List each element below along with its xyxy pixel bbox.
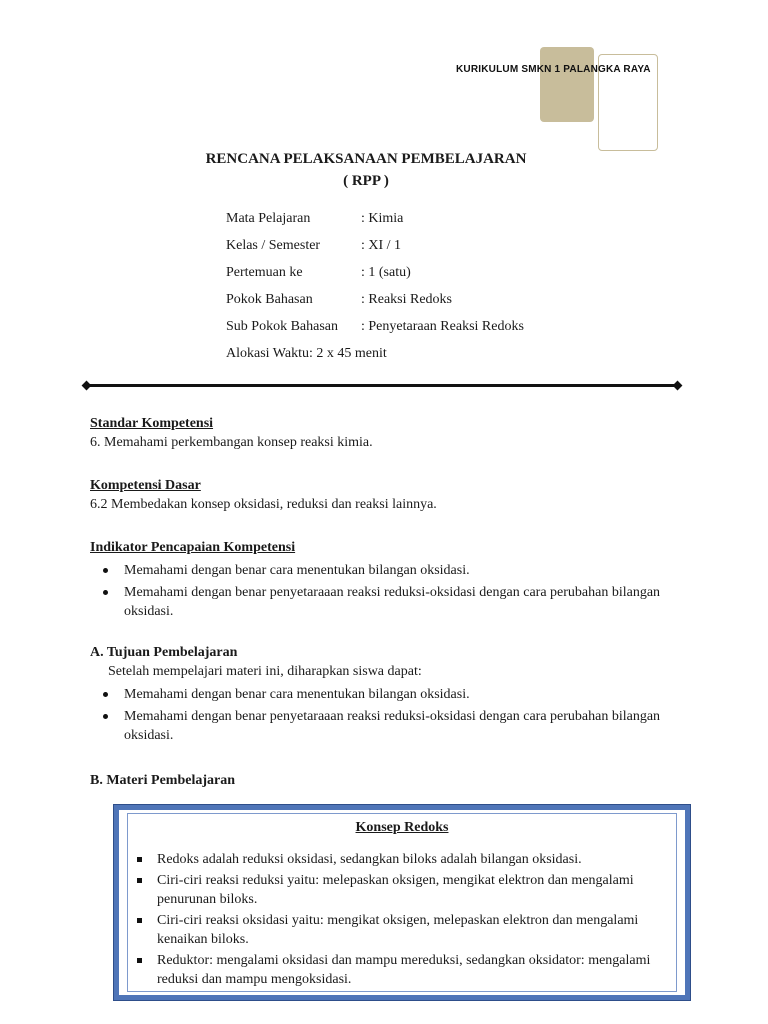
info-label: Pokok Bahasan [226,292,313,307]
decorative-tan-block [540,47,594,122]
kompetensi-heading: Kompetensi Dasar [90,478,201,493]
divider-right-diamond [673,381,683,391]
standar-section [90,414,373,452]
info-label: Kelas / Semester [226,238,321,253]
info-label: Pertemuan ke [226,265,303,280]
indikator-section [90,538,664,624]
tujuan-intro: Setelah mempelajari materi ini, diharapkan siswa dapat: [108,664,422,679]
info-label: Sub Pokok Bahasan [226,319,338,334]
info-row-subtopic [226,319,524,346]
tujuan-section [90,643,664,748]
document-subtitle: ( RPP ) [343,173,389,189]
info-value: : Reaksi Redoks [361,292,452,307]
info-row-topic [226,292,524,319]
info-label: Mata Pelajaran [226,211,311,226]
tujuan-list [90,685,664,745]
standar-heading: Standar Kompetensi [90,416,214,431]
info-row-subject [226,211,524,238]
standar-text: 6. Memahami perkembangan konsep reaksi kimia. [90,435,373,450]
concept-list [131,850,677,991]
info-value: : Penyetaraan Reaksi Redoks [361,319,524,334]
materi-heading: B. Materi Pembelajaran [90,773,236,788]
kompetensi-section [90,476,437,514]
kompetensi-text: 6.2 Membedakan konsep oksidasi, reduksi dan reaksi lainnya. [90,497,437,512]
info-value: : 1 (satu) [361,265,411,280]
header-curriculum-tag: KURIKULUM SMKN 1 PALANGKA RAYA [456,64,651,75]
divider-left-diamond [82,381,92,391]
list-item: Memahami dengan benar cara menentukan bilangan oksidasi. [90,685,664,704]
concept-box [114,805,690,1000]
indikator-list [90,561,664,621]
list-item: Ciri-ciri reaksi reduksi yaitu: melepaskan oksigen, mengikat elektron dan mengalami penurunan biloks. [131,871,677,910]
tujuan-heading: A. Tujuan Pembelajaran [90,645,238,660]
list-item: Reduktor: mengalami oksidasi dan mampu mereduksi, sedangkan oksidator: mengalami reduksi dan mampu mengoksidasi. [131,951,677,990]
list-item: Ciri-ciri reaksi oksidasi yaitu: mengikat oksigen, melepaskan elektron dan mengalami kenaikan biloks. [131,911,677,950]
info-table [226,211,524,373]
info-value: : Kimia [361,211,404,226]
list-item: Redoks adalah reduksi oksidasi, sedangkan biloks adalah bilangan oksidasi. [131,850,677,870]
document-title: RENCANA PELAKSANAAN PEMBELAJARAN [205,151,527,167]
info-row-meeting [226,265,524,292]
info-row-time [226,346,524,373]
indikator-heading: Indikator Pencapaian Kompetensi [90,540,296,555]
list-item: Memahami dengan benar cara menentukan bilangan oksidasi. [90,561,664,580]
list-item: Memahami dengan benar penyetaraaan reaksi reduksi-oksidasi dengan cara perubahan bilangan oksidasi. [90,583,664,621]
info-value: : XI / 1 [361,238,402,253]
list-item: Memahami dengan benar penyetaraaan reaksi reduksi-oksidasi dengan cara perubahan bilangan oksidasi. [90,707,664,745]
concept-box-title: Konsep Redoks [355,820,449,835]
info-row-class [226,238,524,265]
info-label: Alokasi Waktu: 2 x 45 menit [226,346,387,361]
section-divider [86,384,679,387]
